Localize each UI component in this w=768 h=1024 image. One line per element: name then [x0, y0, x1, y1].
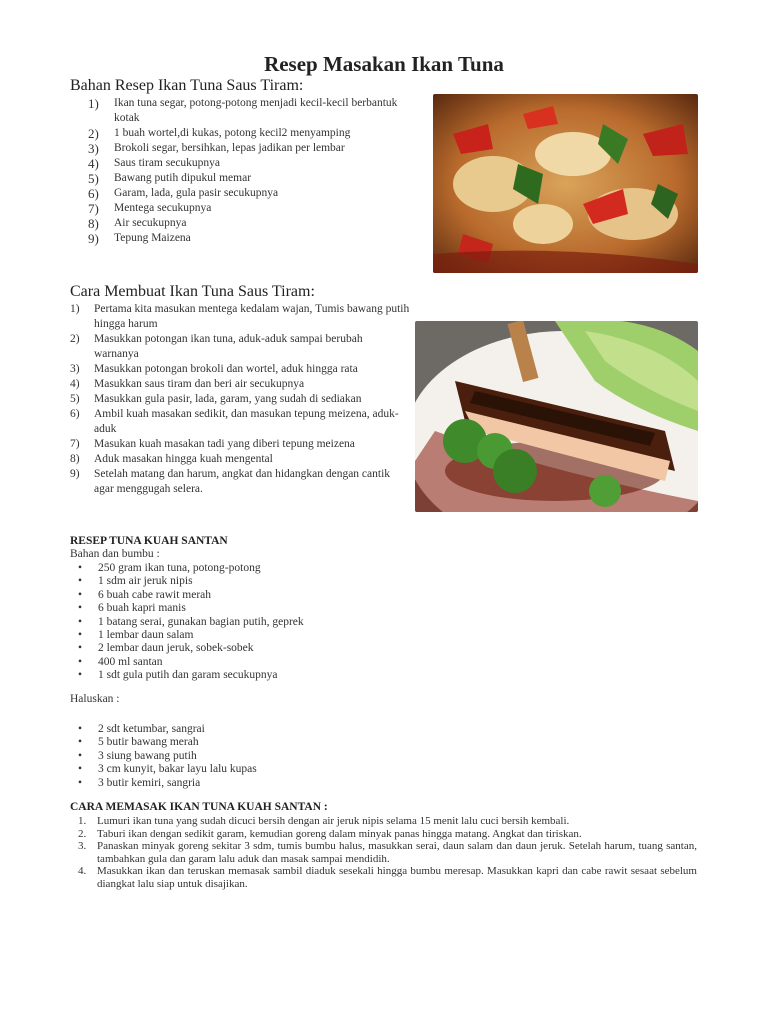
- cooking-step-item: [70, 332, 410, 362]
- cooking-step-item-number: 8): [70, 453, 80, 465]
- cooking-step-item: [70, 467, 410, 497]
- cooking-step-item: [70, 392, 410, 407]
- santan-step-item: [70, 840, 697, 865]
- santan-ingredient-item-text: 1 sdm air jeruk nipis: [98, 575, 193, 588]
- document-title: Resep Masakan Ikan Tuna: [264, 52, 504, 76]
- ingredients-list: [88, 96, 398, 246]
- santan-step-item: [70, 828, 697, 841]
- bullet-icon: •: [78, 736, 83, 749]
- santan-ingredient-item: [70, 589, 470, 602]
- bullet-icon: •: [78, 615, 83, 628]
- cooking-step-item-number: 5): [70, 393, 80, 405]
- santan-ingredient-item: [70, 562, 470, 575]
- santan-ingredient-item: [70, 616, 470, 629]
- santan-step-item-number: 1.: [78, 815, 87, 827]
- bullet-icon: •: [78, 629, 83, 642]
- ingredient-item: [88, 201, 398, 216]
- santan-step-item-text: Taburi ikan dengan sedikit garam, kemudian goreng dalam minyak panas hingga matang. Angkat dan tiriskan.: [97, 827, 582, 840]
- bullet-icon: •: [78, 562, 83, 574]
- santan-ingredient-item-text: 6 buah cabe rawit merah: [98, 588, 212, 601]
- santan-ingredient-item-text: 1 lembar daun salam: [98, 629, 194, 642]
- ingredient-item-number: 8): [88, 216, 99, 231]
- ingredient-item: [88, 126, 398, 141]
- cooking-step-item-number: 4): [70, 378, 80, 390]
- ingredient-item-text: Ikan tuna segar, potong-potong menjadi kecil-kecil berbantuk kotak: [114, 97, 398, 124]
- cooking-step-item-number: 3): [70, 363, 80, 375]
- cooking-steps-heading: Cara Membuat Ikan Tuna Saus Tiram:: [70, 283, 315, 300]
- bullet-icon: •: [78, 723, 83, 735]
- haluskan-item-text: 5 butir bawang merah: [98, 736, 199, 749]
- ingredient-item-number: 7): [88, 201, 99, 216]
- ingredient-item: [88, 231, 398, 246]
- santan-step-item: [70, 865, 697, 890]
- bullet-icon: •: [78, 575, 83, 588]
- cooking-step-item-text: Masukan kuah masakan tadi yang diberi tepung meizena: [94, 438, 355, 450]
- santan-ingredients-list: [70, 562, 470, 683]
- santan-step-item-number: 3.: [78, 840, 87, 853]
- ingredient-item-number: 6): [88, 186, 99, 201]
- bullet-icon: •: [78, 642, 83, 655]
- ingredient-item-number: 5): [88, 171, 99, 186]
- santan-steps-list: [70, 815, 697, 891]
- haluskan-item-text: 2 sdt ketumbar, sangrai: [98, 723, 205, 735]
- ingredient-item-number: 1): [88, 96, 99, 111]
- santan-ingredient-item-text: 400 ml santan: [98, 655, 163, 668]
- haluskan-item: [70, 763, 470, 776]
- ingredient-item-number: 4): [88, 156, 99, 171]
- haluskan-item: [70, 723, 470, 736]
- santan-step-item-text: Panaskan minyak goreng sekitar 3 sdm, tumis bumbu halus, masukkan serai, daun salam dan daun jeruk. Setelah harum, tuang santan, tambahkan gula dan garam lalu aduk dan masak sampai mendidih.: [97, 840, 697, 865]
- ingredient-item-text: Saus tiram secukupnya: [114, 157, 221, 169]
- cooking-step-item-text: Masukkan potongan brokoli dan wortel, aduk hingga rata: [94, 363, 358, 375]
- cooking-step-item-text: Masukkan saus tiram dan beri air secukupnya: [94, 378, 305, 390]
- santan-ingredient-item: [70, 642, 470, 655]
- ingredient-item-text: 1 buah wortel,di kukas, potong kecil2 menyamping: [114, 127, 351, 139]
- santan-step-item-number: 4.: [78, 865, 87, 878]
- grilled-tuna-plate-photo: [415, 321, 698, 512]
- ingredients-subheading: Bahan dan bumbu :: [70, 548, 160, 560]
- bullet-icon: •: [78, 749, 83, 762]
- ingredient-item-text: Tepung Maizena: [114, 232, 191, 244]
- santan-ingredient-item-text: 1 batang serai, gunakan bagian putih, geprek: [98, 615, 304, 628]
- santan-step-item: [70, 815, 697, 828]
- haluskan-list: [70, 723, 470, 790]
- haluskan-item-text: 3 cm kunyit, bakar layu lalu kupas: [98, 763, 257, 776]
- ingredient-item: [88, 171, 398, 186]
- cooking-step-item: [70, 437, 410, 452]
- cooking-step-item-text: Masukkan gula pasir, lada, garam, yang sudah di sediakan: [94, 393, 362, 405]
- haluskan-label: Haluskan :: [70, 693, 120, 705]
- santan-ingredient-item: [70, 575, 470, 588]
- haluskan-item: [70, 750, 470, 763]
- ingredient-item-text: Garam, lada, gula pasir secukupnya: [114, 187, 279, 199]
- santan-ingredient-item-text: 1 sdt gula putih dan garam secukupnya: [98, 669, 278, 682]
- cooking-step-item: [70, 407, 410, 437]
- santan-step-item-text: Masukkan ikan dan teruskan memasak sambil diaduk sesekali hingga bumbu meresap. Masukkan kapri dan cabe rawit sesaat sebelum diangkat lalu siap untuk disajikan.: [97, 865, 697, 890]
- santan-step-item-text: Lumuri ikan tuna yang sudah dicuci bersih dengan air jeruk nipis selama 15 menit lalu cuci bersih kembali.: [97, 815, 570, 827]
- bullet-icon: •: [78, 602, 83, 615]
- santan-ingredient-item-text: 2 lembar daun jeruk, sobek-sobek: [98, 642, 254, 655]
- ingredient-item-text: Bawang putih dipukul memar: [114, 172, 252, 184]
- ingredient-item-text: Air secukupnya: [114, 217, 187, 229]
- santan-step-item-number: 2.: [78, 827, 87, 840]
- cooking-step-item-text: Aduk masakan hingga kuah mengental: [94, 453, 273, 465]
- bullet-icon: •: [78, 588, 83, 601]
- cooking-step-item-number: 6): [70, 408, 80, 420]
- cooking-step-item: [70, 452, 410, 467]
- santan-ingredient-item-text: 6 buah kapri manis: [98, 602, 186, 615]
- ingredient-item: [88, 96, 398, 126]
- haluskan-item: [70, 736, 470, 749]
- santan-ingredient-item: [70, 656, 470, 669]
- bullet-icon: •: [78, 669, 83, 682]
- ingredient-item-text: Brokoli segar, bersihkan, lepas jadikan per lembar: [114, 142, 345, 154]
- santan-recipe-heading: RESEP TUNA KUAH SANTAN: [70, 535, 228, 547]
- santan-steps-heading: CARA MEMASAK IKAN TUNA KUAH SANTAN :: [70, 801, 328, 813]
- haluskan-item-text: 3 siung bawang putih: [98, 749, 197, 762]
- ingredients-heading: Bahan Resep Ikan Tuna Saus Tiram:: [70, 77, 304, 94]
- ingredient-item: [88, 186, 398, 201]
- cooking-step-item-text: Ambil kuah masakan sedikit, dan masukan tepung meizena, aduk-aduk: [94, 408, 399, 435]
- tuna-oyster-sauce-photo: [433, 94, 698, 273]
- santan-ingredient-item: [70, 629, 470, 642]
- santan-ingredient-item: [70, 669, 470, 682]
- haluskan-item-text: 3 butir kemiri, sangria: [98, 776, 201, 789]
- bullet-icon: •: [78, 776, 83, 789]
- santan-ingredient-item-text: 250 gram ikan tuna, potong-potong: [98, 562, 261, 574]
- santan-ingredient-item: [70, 602, 470, 615]
- ingredient-item: [88, 141, 398, 156]
- cooking-steps-list: [70, 302, 410, 497]
- bullet-icon: •: [78, 655, 83, 668]
- cooking-step-item-text: Pertama kita masukan mentega kedalam wajan, Tumis bawang putih hingga harum: [94, 303, 410, 330]
- ingredient-item-text: Mentega secukupnya: [114, 202, 212, 214]
- cooking-step-item-text: Setelah matang dan harum, angkat dan hidangkan dengan cantik agar menggugah selera.: [94, 468, 391, 495]
- ingredient-item: [88, 156, 398, 171]
- bullet-icon: •: [78, 763, 83, 776]
- ingredient-item-number: 3): [88, 141, 99, 156]
- ingredient-item: [88, 216, 398, 231]
- ingredient-item-number: 9): [88, 231, 99, 246]
- ingredient-item-number: 2): [88, 126, 99, 141]
- haluskan-item: [70, 777, 470, 790]
- cooking-step-item-number: 9): [70, 468, 80, 480]
- cooking-step-item: [70, 302, 410, 332]
- cooking-step-item-number: 2): [70, 333, 80, 345]
- cooking-step-item: [70, 377, 410, 392]
- cooking-step-item-number: 1): [70, 303, 80, 315]
- cooking-step-item: [70, 362, 410, 377]
- cooking-step-item-text: Masukkan potongan ikan tuna, aduk-aduk sampai berubah warnanya: [94, 333, 363, 360]
- cooking-step-item-number: 7): [70, 438, 80, 450]
